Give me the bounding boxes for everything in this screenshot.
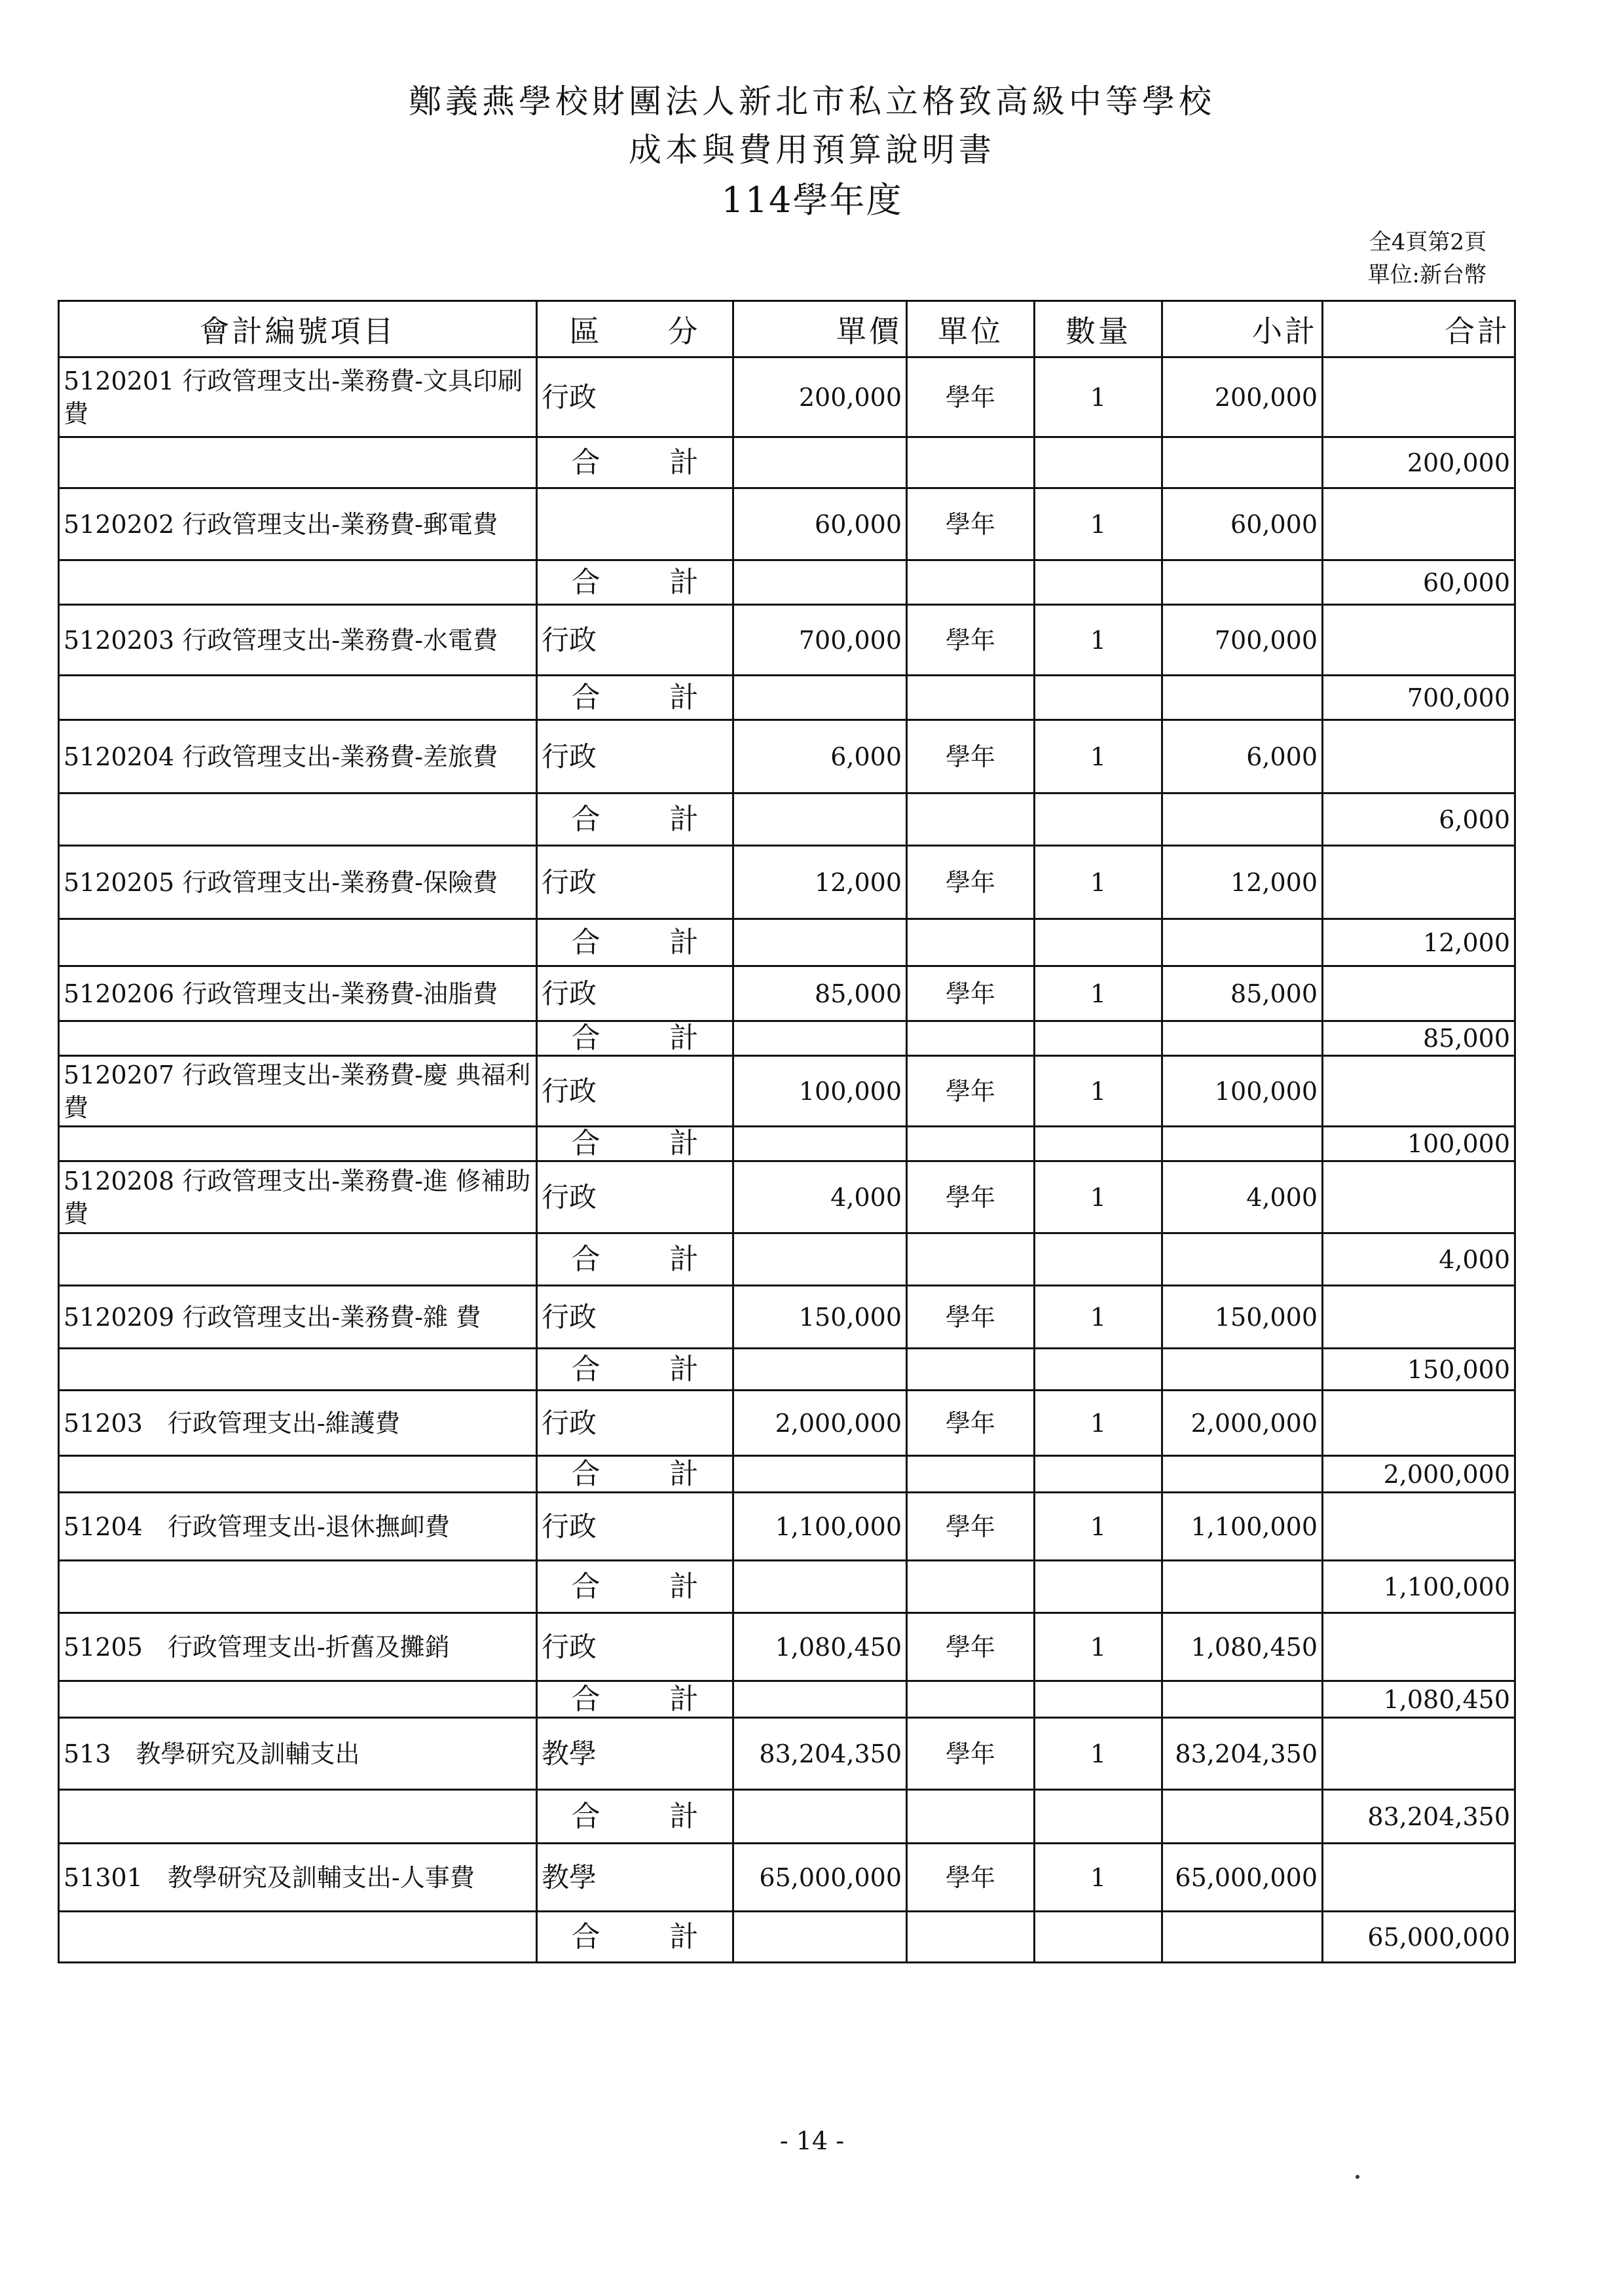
total-label-he: 合 (571, 1021, 600, 1055)
division-cell: 行政 (537, 357, 733, 437)
item-row (59, 1161, 1515, 1233)
unit-cell: 學年 (907, 846, 1035, 919)
item-row (59, 1056, 1515, 1127)
unit-cell: 學年 (907, 1161, 1035, 1233)
quantity-empty (1035, 1681, 1162, 1718)
item-row (59, 1613, 1515, 1681)
item-row (59, 357, 1515, 437)
col-header-unit-price: 單價 (733, 301, 907, 357)
quantity-cell: 1 (1035, 1286, 1162, 1349)
subtotal-cell: 150,000 (1162, 1286, 1323, 1349)
subtotal-cell: 65,000,000 (1162, 1844, 1323, 1912)
subtotal-cell: 1,100,000 (1162, 1493, 1323, 1561)
subtotal-empty (1162, 1233, 1323, 1286)
total-label-cell (537, 919, 733, 966)
document-header (0, 77, 1624, 227)
total-row-account-empty (59, 437, 537, 488)
quantity-empty (1035, 676, 1162, 720)
division-cell (537, 488, 733, 560)
quantity-cell: 1 (1035, 357, 1162, 437)
total-cell-empty (1323, 846, 1515, 919)
total-label-he: 合 (571, 1569, 600, 1603)
unit-empty (907, 919, 1035, 966)
subtotal-cell: 100,000 (1162, 1056, 1323, 1127)
total-row (59, 1127, 1515, 1161)
unit-price-cell: 1,100,000 (733, 1493, 907, 1561)
total-row (59, 1349, 1515, 1391)
total-label-he: 合 (571, 1799, 600, 1833)
division-cell: 行政 (537, 1613, 733, 1681)
total-cell-empty (1323, 1286, 1515, 1349)
total-label-he: 合 (571, 1682, 600, 1716)
item-row (59, 605, 1515, 676)
col-header-subtotal: 小計 (1162, 301, 1323, 357)
total-label-he: 合 (571, 445, 600, 479)
unit-price-empty (733, 1456, 907, 1493)
unit-cell: 學年 (907, 357, 1035, 437)
total-label-he: 合 (571, 1352, 600, 1386)
col-header-account: 會計編號項目 (59, 301, 537, 357)
total-value-cell: 4,000 (1323, 1233, 1515, 1286)
unit-price-empty (733, 1912, 907, 1963)
unit-price-cell: 6,000 (733, 720, 907, 793)
total-cell-empty (1323, 1056, 1515, 1127)
total-label-ji: 計 (669, 1920, 699, 1954)
subtotal-cell: 700,000 (1162, 605, 1323, 676)
item-row (59, 1844, 1515, 1912)
item-row (59, 1493, 1515, 1561)
total-label-ji: 計 (669, 1021, 699, 1055)
unit-empty (907, 793, 1035, 846)
total-cell-empty (1323, 1391, 1515, 1456)
subtotal-empty (1162, 793, 1323, 846)
total-label-cell (537, 1456, 733, 1493)
subtotal-cell: 83,204,350 (1162, 1718, 1323, 1790)
total-label-cell (537, 1127, 733, 1161)
total-row (59, 919, 1515, 966)
unit-empty (907, 1561, 1035, 1613)
total-row (59, 1912, 1515, 1963)
division-cell: 行政 (537, 846, 733, 919)
total-cell-empty (1323, 1718, 1515, 1790)
col-header-quantity: 數量 (1035, 301, 1162, 357)
total-value-cell: 6,000 (1323, 793, 1515, 846)
total-row-account-empty (59, 793, 537, 846)
unit-price-empty (733, 1681, 907, 1718)
unit-cell: 學年 (907, 1718, 1035, 1790)
unit-price-empty (733, 1349, 907, 1391)
account-cell: 513 教學研究及訓輔支出 (59, 1718, 537, 1790)
subtotal-cell: 1,080,450 (1162, 1613, 1323, 1681)
subtotal-empty (1162, 676, 1323, 720)
total-label-ji: 計 (669, 1352, 699, 1386)
division-cell: 行政 (537, 720, 733, 793)
quantity-cell: 1 (1035, 720, 1162, 793)
unit-empty (907, 1233, 1035, 1286)
budget-table (58, 300, 1516, 1963)
item-row (59, 1391, 1515, 1456)
page-number: - 14 - (779, 2126, 845, 2155)
subtotal-cell: 4,000 (1162, 1161, 1323, 1233)
total-row (59, 793, 1515, 846)
total-value-cell: 83,204,350 (1323, 1790, 1515, 1844)
total-cell-empty (1323, 966, 1515, 1021)
subtotal-cell: 6,000 (1162, 720, 1323, 793)
total-label-he: 合 (571, 802, 600, 836)
subtotal-cell: 12,000 (1162, 846, 1323, 919)
subtotal-empty (1162, 1349, 1323, 1391)
subtotal-empty (1162, 1790, 1323, 1844)
unit-price-cell: 60,000 (733, 488, 907, 560)
quantity-cell: 1 (1035, 605, 1162, 676)
total-cell-empty (1323, 720, 1515, 793)
item-row (59, 966, 1515, 1021)
unit-price-cell: 12,000 (733, 846, 907, 919)
page-info (1368, 226, 1486, 291)
total-row-account-empty (59, 1349, 537, 1391)
item-row (59, 846, 1515, 919)
unit-price-cell: 700,000 (733, 605, 907, 676)
total-row (59, 1790, 1515, 1844)
total-cell-empty (1323, 1493, 1515, 1561)
total-label-he: 合 (571, 1242, 600, 1276)
account-cell: 5120209 行政管理支出-業務費-雜 費 (59, 1286, 537, 1349)
unit-price-empty (733, 1127, 907, 1161)
total-cell-empty (1323, 357, 1515, 437)
total-value-cell: 85,000 (1323, 1021, 1515, 1056)
unit-empty (907, 437, 1035, 488)
total-row-account-empty (59, 1021, 537, 1056)
subtotal-empty (1162, 1912, 1323, 1963)
total-label-cell (537, 1233, 733, 1286)
unit-cell: 學年 (907, 1286, 1035, 1349)
unit-price-cell: 85,000 (733, 966, 907, 1021)
unit-empty (907, 1912, 1035, 1963)
division-cell: 行政 (537, 966, 733, 1021)
account-cell: 5120201 行政管理支出-業務費-文具印刷費 (59, 357, 537, 437)
quantity-empty (1035, 1561, 1162, 1613)
total-label-cell (537, 437, 733, 488)
table-body (59, 357, 1515, 1963)
total-label-ji: 計 (669, 1127, 699, 1160)
total-value-cell: 1,100,000 (1323, 1561, 1515, 1613)
account-cell: 5120204 行政管理支出-業務費-差旅費 (59, 720, 537, 793)
item-row (59, 488, 1515, 560)
subtotal-cell: 85,000 (1162, 966, 1323, 1021)
subtotal-empty (1162, 437, 1323, 488)
quantity-cell: 1 (1035, 1161, 1162, 1233)
total-cell-empty (1323, 1844, 1515, 1912)
total-label-he: 合 (571, 1457, 600, 1491)
quantity-empty (1035, 1127, 1162, 1161)
account-cell: 51301 教學研究及訓輔支出-人事費 (59, 1844, 537, 1912)
unit-price-cell: 150,000 (733, 1286, 907, 1349)
unit-empty (907, 1127, 1035, 1161)
scan-speck (1356, 2175, 1359, 2179)
unit-cell: 學年 (907, 1613, 1035, 1681)
total-row (59, 1456, 1515, 1493)
quantity-cell: 1 (1035, 1391, 1162, 1456)
unit-empty (907, 1456, 1035, 1493)
total-row (59, 1021, 1515, 1056)
unit-cell: 學年 (907, 966, 1035, 1021)
total-label-he: 合 (571, 680, 600, 714)
subtotal-empty (1162, 560, 1323, 605)
unit-price-empty (733, 437, 907, 488)
unit-price-empty (733, 793, 907, 846)
total-label-cell (537, 560, 733, 605)
subtotal-empty (1162, 1021, 1323, 1056)
col-header-division: 區 分 (537, 301, 733, 357)
total-label-ji: 計 (669, 680, 699, 714)
account-cell: 5120206 行政管理支出-業務費-油脂費 (59, 966, 537, 1021)
total-label-cell (537, 1021, 733, 1056)
total-row (59, 560, 1515, 605)
total-label-cell (537, 1561, 733, 1613)
total-row-account-empty (59, 560, 537, 605)
unit-price-cell: 2,000,000 (733, 1391, 907, 1456)
total-value-cell: 100,000 (1323, 1127, 1515, 1161)
unit-price-empty (733, 1233, 907, 1286)
total-row-account-empty (59, 676, 537, 720)
total-label-ji: 計 (669, 1569, 699, 1603)
total-value-cell: 1,080,450 (1323, 1681, 1515, 1718)
quantity-empty (1035, 1021, 1162, 1056)
total-label-ji: 計 (669, 925, 699, 959)
total-label-cell (537, 793, 733, 846)
total-label-cell (537, 676, 733, 720)
col-header-unit: 單位 (907, 301, 1035, 357)
total-label-ji: 計 (669, 802, 699, 836)
total-label-he: 合 (571, 925, 600, 959)
unit-cell: 學年 (907, 1056, 1035, 1127)
total-label-he: 合 (571, 1127, 600, 1160)
unit-price-cell: 83,204,350 (733, 1718, 907, 1790)
quantity-empty (1035, 1790, 1162, 1844)
account-cell: 5120202 行政管理支出-業務費-郵電費 (59, 488, 537, 560)
unit-price-empty (733, 560, 907, 605)
unit-empty (907, 1790, 1035, 1844)
account-cell: 5120207 行政管理支出-業務費-慶 典福利費 (59, 1056, 537, 1127)
unit-price-empty (733, 1790, 907, 1844)
account-cell: 5120203 行政管理支出-業務費-水電費 (59, 605, 537, 676)
quantity-cell: 1 (1035, 846, 1162, 919)
unit-price-cell: 4,000 (733, 1161, 907, 1233)
unit-cell: 學年 (907, 605, 1035, 676)
table-header-row (59, 301, 1515, 357)
total-label-ji: 計 (669, 1242, 699, 1276)
unit-cell: 學年 (907, 488, 1035, 560)
quantity-empty (1035, 793, 1162, 846)
currency-unit-label: 單位:新台幣 (1367, 262, 1486, 288)
total-row (59, 1681, 1515, 1718)
subtotal-cell: 2,000,000 (1162, 1391, 1323, 1456)
division-cell: 教學 (537, 1718, 733, 1790)
total-label-cell (537, 1790, 733, 1844)
total-row (59, 437, 1515, 488)
total-value-cell: 12,000 (1323, 919, 1515, 966)
division-cell: 行政 (537, 1493, 733, 1561)
unit-price-cell: 200,000 (733, 357, 907, 437)
col-header-total: 合計 (1323, 301, 1515, 357)
academic-year: 114學年度 (721, 179, 903, 221)
total-row-account-empty (59, 1233, 537, 1286)
total-row (59, 1233, 1515, 1286)
quantity-empty (1035, 919, 1162, 966)
subtotal-empty (1162, 919, 1323, 966)
total-label-ji: 計 (669, 1457, 699, 1491)
total-label-he: 合 (571, 1920, 600, 1954)
account-cell: 51203 行政管理支出-維護費 (59, 1391, 537, 1456)
total-value-cell: 700,000 (1323, 676, 1515, 720)
unit-price-empty (733, 676, 907, 720)
subtotal-cell: 200,000 (1162, 357, 1323, 437)
unit-cell: 學年 (907, 1391, 1035, 1456)
total-label-ji: 計 (669, 565, 699, 599)
total-row-account-empty (59, 1912, 537, 1963)
total-cell-empty (1323, 605, 1515, 676)
total-row (59, 676, 1515, 720)
unit-empty (907, 1349, 1035, 1391)
total-value-cell: 150,000 (1323, 1349, 1515, 1391)
division-cell: 行政 (537, 1391, 733, 1456)
unit-price-cell: 1,080,450 (733, 1613, 907, 1681)
total-label-ji: 計 (669, 445, 699, 479)
total-label-cell (537, 1349, 733, 1391)
document-title: 成本與費用預算說明書 (629, 131, 995, 169)
subtotal-empty (1162, 1681, 1323, 1718)
quantity-empty (1035, 560, 1162, 605)
quantity-empty (1035, 1233, 1162, 1286)
unit-cell: 學年 (907, 720, 1035, 793)
total-label-he: 合 (571, 565, 600, 599)
subtotal-cell: 60,000 (1162, 488, 1323, 560)
unit-price-empty (733, 919, 907, 966)
quantity-cell: 1 (1035, 966, 1162, 1021)
item-row (59, 1718, 1515, 1790)
division-cell: 行政 (537, 1286, 733, 1349)
item-row (59, 1286, 1515, 1349)
total-value-cell: 2,000,000 (1323, 1456, 1515, 1493)
total-row-account-empty (59, 919, 537, 966)
total-cell-empty (1323, 1613, 1515, 1681)
quantity-empty (1035, 1456, 1162, 1493)
division-cell: 行政 (537, 1161, 733, 1233)
quantity-empty (1035, 1349, 1162, 1391)
account-cell: 5120205 行政管理支出-業務費-保險費 (59, 846, 537, 919)
subtotal-empty (1162, 1456, 1323, 1493)
school-name-title: 鄭義燕學校財團法人新北市私立格致高級中等學校 (409, 82, 1215, 120)
unit-cell: 學年 (907, 1493, 1035, 1561)
unit-empty (907, 1021, 1035, 1056)
unit-price-cell: 65,000,000 (733, 1844, 907, 1912)
unit-price-empty (733, 1561, 907, 1613)
page-of-label: 全4頁第2頁 (1369, 229, 1486, 255)
total-label-cell (537, 1912, 733, 1963)
total-row-account-empty (59, 1561, 537, 1613)
account-cell: 51204 行政管理支出-退休撫卹費 (59, 1493, 537, 1561)
total-value-cell: 60,000 (1323, 560, 1515, 605)
quantity-cell: 1 (1035, 1613, 1162, 1681)
total-row (59, 1561, 1515, 1613)
total-value-cell: 200,000 (1323, 437, 1515, 488)
quantity-cell: 1 (1035, 1493, 1162, 1561)
division-cell: 教學 (537, 1844, 733, 1912)
total-row-account-empty (59, 1790, 537, 1844)
total-label-cell (537, 1681, 733, 1718)
unit-price-cell: 100,000 (733, 1056, 907, 1127)
quantity-cell: 1 (1035, 1844, 1162, 1912)
unit-cell: 學年 (907, 1844, 1035, 1912)
unit-price-empty (733, 1021, 907, 1056)
quantity-cell: 1 (1035, 1718, 1162, 1790)
total-row-account-empty (59, 1456, 537, 1493)
division-cell: 行政 (537, 605, 733, 676)
quantity-cell: 1 (1035, 1056, 1162, 1127)
subtotal-empty (1162, 1561, 1323, 1613)
unit-empty (907, 1681, 1035, 1718)
quantity-empty (1035, 1912, 1162, 1963)
total-label-ji: 計 (669, 1682, 699, 1716)
total-cell-empty (1323, 1161, 1515, 1233)
quantity-cell: 1 (1035, 488, 1162, 560)
total-value-cell: 65,000,000 (1323, 1912, 1515, 1963)
account-cell: 51205 行政管理支出-折舊及攤銷 (59, 1613, 537, 1681)
total-cell-empty (1323, 488, 1515, 560)
unit-empty (907, 676, 1035, 720)
unit-empty (907, 560, 1035, 605)
quantity-empty (1035, 437, 1162, 488)
division-cell: 行政 (537, 1056, 733, 1127)
account-cell: 5120208 行政管理支出-業務費-進 修補助費 (59, 1161, 537, 1233)
subtotal-empty (1162, 1127, 1323, 1161)
total-label-ji: 計 (669, 1799, 699, 1833)
total-row-account-empty (59, 1127, 537, 1161)
total-row-account-empty (59, 1681, 537, 1718)
item-row (59, 720, 1515, 793)
